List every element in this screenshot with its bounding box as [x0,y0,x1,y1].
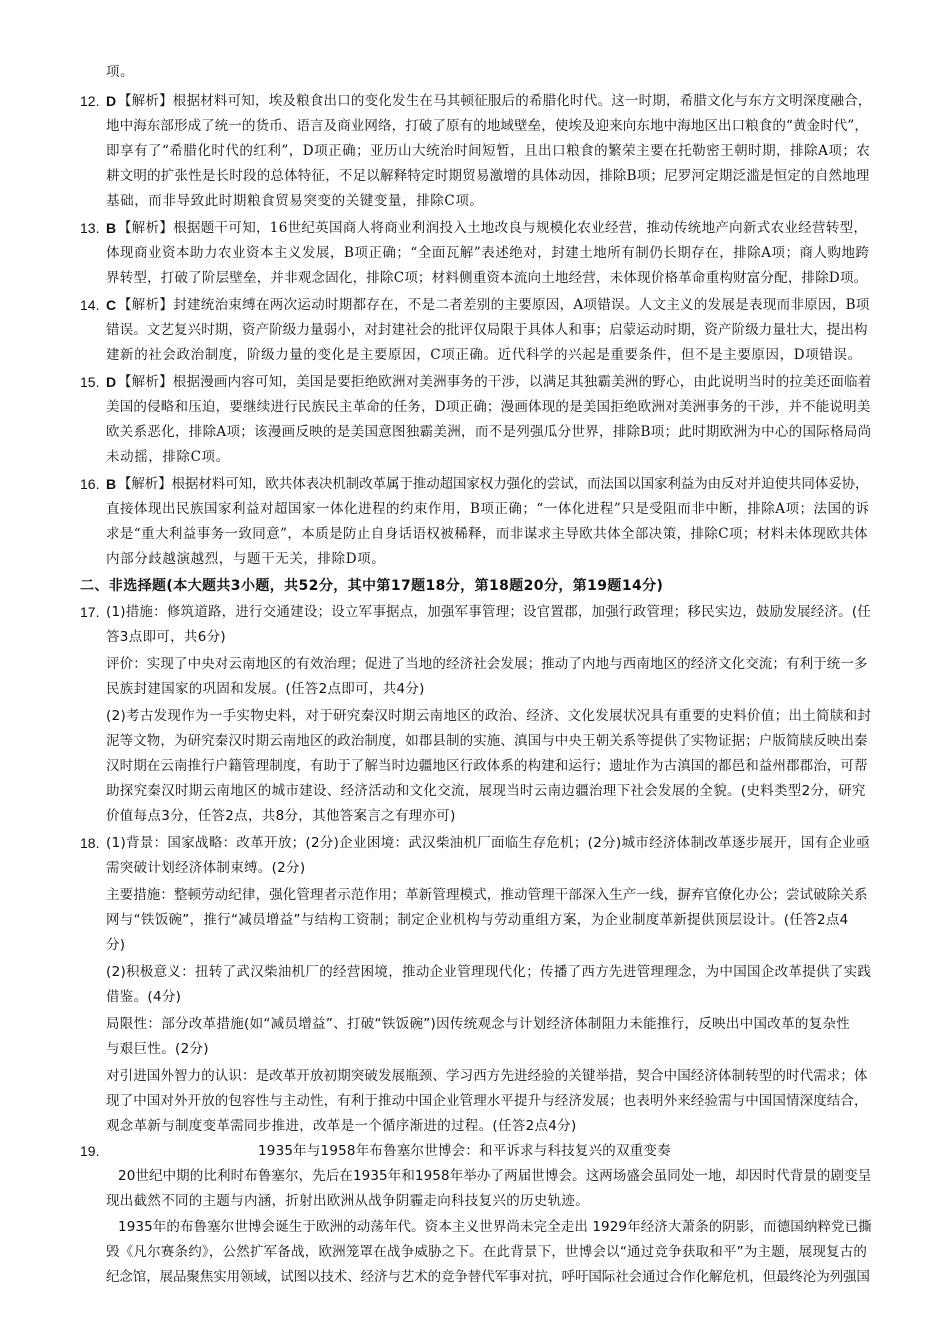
answer-letter: B [106,476,117,492]
answer-line: 泥等文物，为研究秦汉时期云南地区的政治制度，如郡县制的实施、滇国与中央王朝关系等提供了实物证据；户版简牍反映出秦 [106,733,868,749]
analysis-line: 即享有了“希腊化时代的红利”，D项正确；亚历山大统治时间短暂，且出口粮食的繁荣主要在托勒密王朝时期，排除A项；农 [106,143,871,159]
question-number: 13. [80,220,100,236]
answer-line: 与艰巨性。(2分) [106,1041,209,1057]
analysis-line: 未动摇，排除C项。 [106,449,230,465]
answer-line: 助探究秦汉时期云南地区的城市建设、经济活动和文化交流，展现当时云南边疆治理下社会发展的全貌。(史料类型2分，研究 [106,783,866,799]
answer-line: 民族封建国家的巩固和发展。(任答2点即可，共4分) [106,681,425,697]
analysis-line: 【解析】根据材料可知，埃及粮食出口的变化发生在马其顿征服后的希腊化时代。这一时期，希腊文化与东方文明深度融合， [118,93,872,109]
answer-line: 需突破计划经济体制束缚。(2分) [106,860,306,876]
passage-title: 1935年与1958年布鲁塞尔世博会：和平诉求与科技复兴的双重变奏 [258,1143,671,1159]
answer-line: 对引进国外智力的认识：是改革开放初期突破发展瓶颈、学习西方先进经验的关键举措，契合中国经济体制转型的时代需求；体 [106,1068,868,1084]
question-number: 14. [80,297,100,313]
question-number: 18. [80,835,100,851]
question-number: 12. [80,93,100,109]
answer-line: 借鉴。(4分) [106,989,182,1005]
passage-line: 纪念馆，展品聚焦实用领域，试图以技术、经济与艺术的竞争替代军事对抗，呼吁国际社会通过合作化解危机，但最终沦为列强国 [106,1269,870,1285]
analysis-line: 体现商业资本助力农业资本主义发展，B项正确；“全面瓦解”表述绝对，封建土地所有制仍长期存在，排除A项；商人购地跨 [106,245,870,261]
analysis-line: 错误。文艺复兴时期，资产阶级力量弱小，对封建社会的批评仅局限于具体人和事；启蒙运动时期，资产阶级力量壮大，提出构 [106,322,868,338]
answer-line: 汉时期在云南推行户籍管理制度，有助于了解当时边疆地区行政体系的构建和运行；遗址作为古滇国的都邑和益州郡郡治，可帮 [106,758,868,774]
passage-line: 20世纪中期的比利时布鲁塞尔，先后在1935年和1958年举办了两届世博会。这两场盛会虽同处一地，却因时代背景的剧变呈 [118,1168,872,1184]
analysis-line: 内部分歧越演越烈，与题干无关，排除D项。 [106,551,386,567]
analysis-line: 美国的侵略和压迫，要继续进行民族民主革命的任务，D项正确；漫画体现的是美国拒绝欧洲对美洲事务的干涉，并不能说明美 [106,399,871,415]
answer-line: (1)措施：修筑道路，进行交通建设；设立军事据点，加强军事管理；设官置郡，加强行政管理；移民实边，鼓励发展经济。(任 [106,604,871,620]
answer-line: 评价：实现了中央对云南地区的有效治理；促进了当地的经济社会发展；推动了内地与西南地区的经济文化交流；有利于统一多 [106,656,868,672]
analysis-line: 【解析】封建统治束缚在两次运动时期都存在，不是二者差别的主要原因，A项错误。人文主义的发展是表现而非原因，B项 [118,297,870,313]
answer-line: 分) [106,937,126,953]
answer-line: (2)积极意义：扭转了武汉柴油机厂的经营困境，推动企业管理现代化；传播了西方先进管理理念，为中国国企改革提供了实践 [106,964,872,980]
passage-line: 1935年的布鲁塞尔世博会诞生于欧洲的动荡年代。资本主义世界尚未完全走出 1929年经济大萧条的阴影，而德国纳粹党已撕 [118,1219,872,1235]
answer-line: 观念革新与制度变革需同步推进，改革是一个循序渐进的过程。(任答2点4分) [106,1118,577,1134]
analysis-line: 【解析】根据漫画内容可知，美国是要拒绝欧洲对美洲事务的干涉，以满足其独霸美洲的野心，由此说明当时的拉美还面临着 [118,374,872,390]
q11-tail: 项。 [106,64,135,80]
analysis-line: 求是“重大利益事务一致同意”，本质是防止自身话语权被稀释，而非谋求主导欧共体全部决策，排除C项；材料未体现欧共体 [106,526,869,542]
answer-line: 网与“铁饭碗”，推行“减员增益”与结构工资制；制定企业机构与劳动重组方案，为企业制度革新提供顶层设计。(任答2点4 [106,912,849,928]
analysis-line: 【解析】根据材料可知，欧共体表决机制改革属于推动超国家权力强化的尝试，而法国以国家利益为由反对并迫使共同体妥协， [118,476,869,492]
answer-line: (2)考古发现作为一手实物史料，对于研究秦汉时期云南地区的政治、经济、文化发展状况具有重要的史料价值；出土简牍和封 [106,708,872,724]
analysis-line: 地中海东部形成了统一的货币、语言及商业网络，打破了原有的地域壁垒，使埃及迎来向东地中海地区出口粮食的“黄金时代”， [106,118,869,134]
answer-letter: C [106,297,117,313]
analysis-line: 【解析】根据题干可知，16世纪英国商人将商业利润投入土地改良与规模化农业经营，推动传统地产向新式农业经营转型， [118,220,868,236]
analysis-line: 建新的社会政治制度，阶级力量的变化是主要原因，C项正确。近代科学的兴起是重要条件，但不是主要原因，D项错误。 [106,347,862,363]
question-number: 16. [80,476,100,492]
answer-line: 主要措施：整顿劳动纪律，强化管理者示范作用；革新管理模式，推动管理干部深入生产一线，摒弃官僚化办公；尝试破除关系 [106,887,868,903]
question-number: 19. [80,1143,100,1159]
analysis-line: 直接体现出民族国家利益对超国家一体化进程的约束作用，B项正确；“一体化进程”只是受阻而非中断，排除A项；法国的诉 [106,501,870,517]
answer-line: 局限性：部分改革措施(如“减员增益”、打破“铁饭碗”)因传统观念与计划经济体制阻力未能推行，反映出中国改革的复杂性 [106,1016,851,1032]
answer-line: 答3点即可，共6分) [106,629,226,645]
question-number: 15. [80,374,100,390]
answer-line: 价值每点3分，任答2点，共8分，其他答案言之有理亦可) [106,808,456,824]
answer-letter: D [106,374,117,390]
answer-letter: D [106,93,117,109]
passage-line: 现出截然不同的主题与内涵，折射出欧洲从战争阴霾走向科技复兴的历史轨迹。 [106,1193,589,1209]
passage-line: 毁《凡尔赛条约》，公然扩军备战，欧洲笼罩在战争威胁之下。在此背景下，世博会以“通过竞争获取和平”为主题，展现复古的 [106,1244,868,1260]
answer-letter: B [106,220,117,236]
question-number: 17. [80,604,100,620]
answer-line: 现了中国对外开放的包容性与主动性，有利于推动中国企业管理水平提升与经济发展；也表明外来经验需与中国国情深度结合， [106,1093,868,1109]
analysis-line: 耕文明的扩张性是长时段的总体特征，不足以解释特定时期贸易激增的具体动因，排除B项；尼罗河定期泛滥是恒定的自然地理 [106,168,870,184]
answer-line: (1)背景：国家战略：改革开放；(2分)企业困境：武汉柴油机厂面临生存危机；(2分)城市经济体制改革逐步展开，国有企业亟 [106,835,870,851]
analysis-line: 基础，而非导致此时期粮食贸易突变的关键变量，排除C项。 [106,193,484,209]
section-heading: 二、非选择题(本大题共3小题，共52分，其中第17题18分，第18题20分，第19题14分) [80,578,664,594]
analysis-line: 界转型，打破了阶层壁垒，并非观念固化，排除C项；材料侧重资本流向土地经营，未体现价格革命重构财富分配，排除D项。 [106,270,868,286]
analysis-line: 欧关系恶化，排除A项；该漫画反映的是美国意图独霸美洲，而不是列强瓜分世界，排除B项；此时期欧洲为中心的国际格局尚 [106,424,872,440]
